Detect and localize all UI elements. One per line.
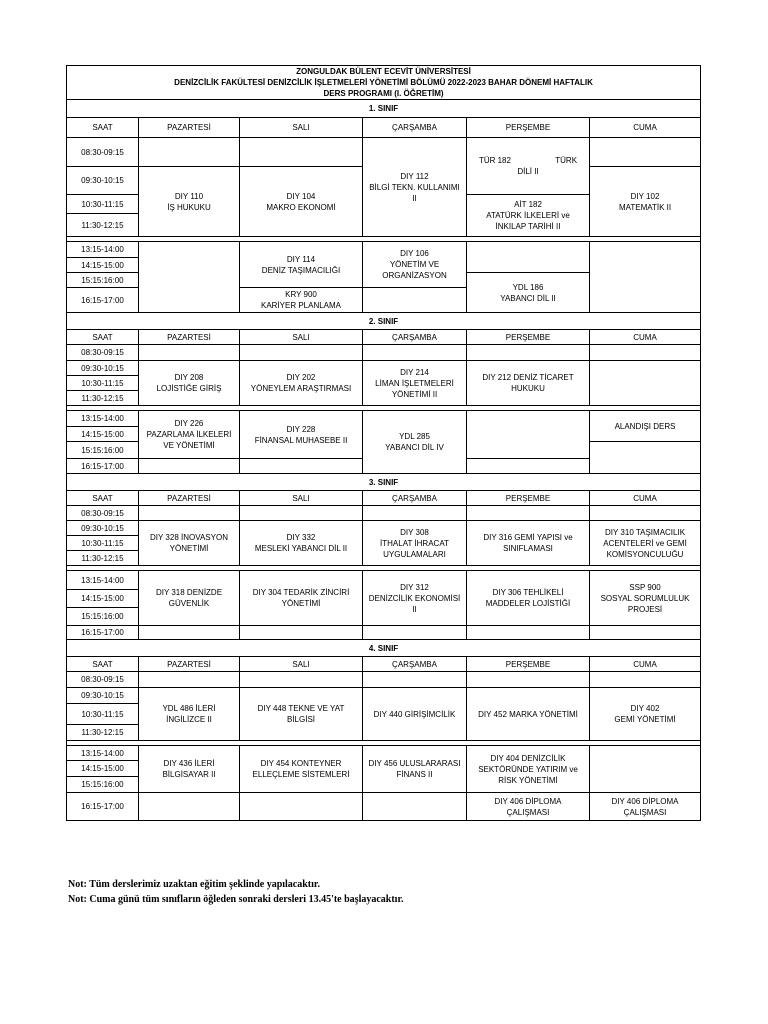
course-name: ÇALIŞMASI xyxy=(623,807,667,817)
course-name: VE YÖNETİMİ xyxy=(163,441,215,450)
course-cell xyxy=(363,411,467,474)
schedule-sheet xyxy=(66,65,700,861)
empty-cell xyxy=(139,242,240,313)
time-slot: 11:30-12:15 xyxy=(67,214,139,237)
header-saat: SAAT xyxy=(67,657,139,672)
header-cuma: CUMA xyxy=(590,657,701,672)
course-cell xyxy=(240,167,363,237)
course-name: DİLİ II xyxy=(517,167,539,176)
course-name: UYGULAMALARI xyxy=(383,549,446,559)
course-code: DIY 328 İNOVASYON xyxy=(150,533,228,542)
course-code: DIY 452 MARKA YÖNETİMİ xyxy=(478,709,578,719)
course-code: DIY 212 DENİZ TİCARET xyxy=(482,373,574,382)
course-cell xyxy=(240,571,363,626)
empty-cell xyxy=(363,345,467,361)
course-code: DIY 310 TAŞIMACILIK xyxy=(605,527,686,537)
course-code: DIY 106 xyxy=(400,249,429,258)
course-code: YDL 486 İLERİ xyxy=(162,704,216,713)
course-name: KARİYER PLANLAMA xyxy=(260,301,342,310)
time-slot: 08:30-09:15 xyxy=(67,345,139,361)
time-slot: 16:15-17:00 xyxy=(67,288,139,313)
course-code: DIY 102 xyxy=(630,191,660,201)
header-cuma: CUMA xyxy=(590,118,701,138)
header-saat: SAAT xyxy=(67,118,139,138)
empty-cell xyxy=(467,506,590,521)
course-name: BİLGİ TEKN. KULLANIMI xyxy=(369,182,460,192)
time-slot: 09:30-10:15 xyxy=(67,688,139,704)
year-2-heading: 2. SINIF xyxy=(67,313,701,330)
time-slot: 13:15-14:00 xyxy=(67,571,139,590)
course-name: YÖNETİMİ II xyxy=(391,389,438,399)
course-code: DIY 214 xyxy=(400,367,429,377)
course-name: SEKTÖRÜNDE YATIRIM ve xyxy=(478,764,578,774)
empty-cell xyxy=(590,361,701,406)
course-cell xyxy=(139,521,240,566)
course-code: DIY 318 DENİZDE xyxy=(155,588,223,597)
course-cell xyxy=(363,746,467,793)
header-persembe: PERŞEMBE xyxy=(467,657,590,672)
course-code: TÜR 182 TÜRK xyxy=(478,156,578,165)
time-slot: 08:30-09:15 xyxy=(67,672,139,688)
time-slot: 14:15-15:00 xyxy=(67,427,139,442)
course-name: YÖNEYLEM ARAŞTIRMASI xyxy=(250,384,352,393)
course-name: DENİZCİLİK EKONOMİSİ xyxy=(368,593,461,603)
course-cell xyxy=(467,273,590,313)
notes xyxy=(68,877,708,907)
empty-cell xyxy=(240,138,363,167)
title-line-3: DERS PROGRAMI (I. ÖĞRETİM) xyxy=(323,89,444,98)
header-pazartesi: PAZARTESİ xyxy=(139,118,240,138)
time-slot: 08:30-09:15 xyxy=(67,506,139,521)
course-name: FİNANS II xyxy=(396,770,433,779)
course-code: DIY 202 xyxy=(286,373,316,382)
course-code: ALANDIŞI DERS xyxy=(614,421,676,431)
time-slot: 15:15:16:00 xyxy=(67,777,139,793)
course-code: YDL 186 xyxy=(512,282,544,292)
header-cuma: CUMA xyxy=(590,330,701,345)
time-slot: 11:30-12:15 xyxy=(67,551,139,566)
course-cell xyxy=(590,793,701,821)
course-name: DENİZ TAŞIMACILIĞI xyxy=(261,265,341,275)
course-cell xyxy=(363,361,467,406)
empty-cell xyxy=(590,626,701,640)
time-slot: 10:30-11:15 xyxy=(67,376,139,391)
empty-cell xyxy=(240,506,363,521)
time-slot: 09:30-10:15 xyxy=(67,361,139,376)
course-cell xyxy=(240,361,363,406)
time-slot: 16:15-17:00 xyxy=(67,793,139,821)
course-name: İNGİLİZCE II xyxy=(166,715,212,724)
course-cell xyxy=(240,521,363,566)
course-name: BİLGİSAYAR II xyxy=(162,770,216,779)
course-name: PAZARLAMA İLKELERİ xyxy=(146,430,232,439)
course-cell xyxy=(139,361,240,406)
time-slot: 08:30-09:15 xyxy=(67,138,139,167)
course-name: GEMİ YÖNETİMİ xyxy=(614,715,676,724)
course-name: LİMAN İŞLETMELERİ xyxy=(375,378,454,388)
course-name: SINIFLAMASI xyxy=(503,544,553,553)
course-code: DIY 402 xyxy=(630,704,660,713)
year-4-heading: 4. SINIF xyxy=(67,640,701,657)
course-cell xyxy=(363,242,467,288)
course-cell xyxy=(139,571,240,626)
course-name: PROJESİ xyxy=(627,604,663,614)
course-code: DIY 448 TEKNE VE YAT xyxy=(257,704,345,713)
course-code: DIY 110 xyxy=(174,191,204,201)
course-name: İNKILAP TARİHİ II xyxy=(495,222,561,231)
course-name: MADDELER LOJİSTİĞİ xyxy=(485,599,571,608)
course-name: LOJİSTİĞE GİRİŞ xyxy=(156,384,222,393)
course-cell xyxy=(363,138,467,237)
time-slot: 10:30-11:15 xyxy=(67,704,139,725)
course-name: BİLGİSİ xyxy=(286,715,315,724)
header-carsamba: ÇARŞAMBA xyxy=(363,491,467,506)
course-cell xyxy=(139,746,240,793)
course-cell xyxy=(467,195,590,237)
course-code: DIY 404 DENİZCİLİK xyxy=(490,753,566,763)
header-carsamba: ÇARŞAMBA xyxy=(363,118,467,138)
empty-cell xyxy=(590,242,701,313)
course-name: FİNANSAL MUHASEBE II xyxy=(254,435,348,445)
course-code: DIY 406 DİPLOMA xyxy=(494,796,562,806)
empty-cell xyxy=(240,345,363,361)
course-code: DIY 104 xyxy=(286,191,316,201)
course-code: DIY 456 ULUSLARARASI xyxy=(368,759,461,768)
empty-cell xyxy=(139,626,240,640)
empty-cell xyxy=(139,345,240,361)
course-name: RİSK YÖNETİMİ xyxy=(498,775,558,785)
empty-cell xyxy=(467,242,590,273)
empty-cell xyxy=(240,793,363,821)
course-code: AİT 182 xyxy=(514,200,542,209)
empty-cell xyxy=(363,626,467,640)
course-code: YDL 285 xyxy=(399,432,430,441)
time-slot: 13:15-14:00 xyxy=(67,746,139,761)
empty-cell xyxy=(363,672,467,688)
course-cell xyxy=(240,411,363,459)
empty-cell xyxy=(363,506,467,521)
schedule-table xyxy=(66,65,701,821)
empty-cell xyxy=(590,345,701,361)
course-name: YÖNETİMİ xyxy=(281,599,321,608)
header-carsamba: ÇARŞAMBA xyxy=(363,330,467,345)
course-cell xyxy=(590,521,701,566)
header-persembe: PERŞEMBE xyxy=(467,118,590,138)
course-name: YABANCI DİL IV xyxy=(385,443,444,452)
course-name: İŞ HUKUKU xyxy=(167,202,211,212)
course-code: SSP 900 xyxy=(629,582,661,592)
time-slot: 16:15-17:00 xyxy=(67,459,139,474)
course-cell xyxy=(590,411,701,442)
header-pazartesi: PAZARTESİ xyxy=(139,330,240,345)
header-saat: SAAT xyxy=(67,330,139,345)
header-sali: SALI xyxy=(240,657,363,672)
empty-cell xyxy=(139,138,240,167)
course-cell xyxy=(139,167,240,237)
course-code: DIY 316 GEMİ YAPISI ve xyxy=(483,533,573,542)
empty-cell xyxy=(590,138,701,167)
time-slot: 15:15:16:00 xyxy=(67,442,139,459)
empty-cell xyxy=(467,411,590,459)
course-name: GÜVENLİK xyxy=(168,599,210,608)
course-cell xyxy=(590,688,701,741)
course-name: SOSYAL SORUMLULUK xyxy=(600,593,690,603)
course-cell xyxy=(590,571,701,626)
course-name: YÖNETİM VE xyxy=(389,260,440,269)
header-sali: SALI xyxy=(240,491,363,506)
time-slot: 11:30-12:15 xyxy=(67,725,139,741)
time-slot: 09:30-10:15 xyxy=(67,167,139,195)
course-cell xyxy=(139,411,240,459)
course-cell xyxy=(467,571,590,626)
empty-cell xyxy=(363,288,467,313)
empty-cell xyxy=(139,506,240,521)
course-cell xyxy=(467,746,590,793)
course-code: DIY 228 xyxy=(286,424,316,434)
time-slot: 11:30-12:15 xyxy=(67,391,139,406)
course-cell xyxy=(590,167,701,237)
course-name: MAKRO EKONOMİ xyxy=(266,202,336,212)
course-cell xyxy=(363,521,467,566)
header-pazartesi: PAZARTESİ xyxy=(139,657,240,672)
empty-cell xyxy=(590,442,701,474)
course-cell xyxy=(467,361,590,406)
course-code: DIY 332 xyxy=(286,533,316,542)
course-code: DIY 436 İLERİ xyxy=(163,759,215,768)
empty-cell xyxy=(467,626,590,640)
course-cell xyxy=(467,688,590,741)
time-slot: 14:15-15:00 xyxy=(67,590,139,608)
course-name: KOMİSYONCULUĞU xyxy=(606,549,684,559)
empty-cell xyxy=(139,459,240,474)
header-sali: SALI xyxy=(240,330,363,345)
note-remote-education: Not: Tüm derslerimiz uzaktan eğitim şeklinde yapılacaktır. xyxy=(68,879,320,890)
course-code: DIY 226 xyxy=(174,419,204,428)
course-name: ATATÜRK İLKELERİ ve xyxy=(486,211,570,220)
course-code: DIY 440 GİRİŞİMCİLİK xyxy=(373,709,456,719)
course-code: DIY 312 xyxy=(400,582,429,592)
time-slot: 09:30-10:15 xyxy=(67,521,139,536)
header-sali: SALI xyxy=(240,118,363,138)
course-name: MESLEKİ YABANCI DİL II xyxy=(254,544,348,553)
course-code: DIY 304 TEDARİK ZİNCİRİ xyxy=(252,588,350,597)
course-name: İTHALAT İHRACAT xyxy=(380,538,449,548)
course-code: DIY 208 xyxy=(174,373,204,382)
note-friday-start: Not: Cuma günü tüm sınıfların öğleden sonraki dersleri 13.45'te başlayacaktır. xyxy=(68,894,404,905)
course-name: ELLEÇLEME SİSTEMLERİ xyxy=(252,770,350,779)
empty-cell xyxy=(590,672,701,688)
header-carsamba: ÇARŞAMBA xyxy=(363,657,467,672)
year-1-heading: 1. SINIF xyxy=(67,100,701,118)
course-cell xyxy=(363,688,467,741)
course-name: MATEMATİK II xyxy=(618,202,672,212)
course-name: ORGANİZASYON xyxy=(382,271,447,280)
course-code: DIY 114 xyxy=(286,254,316,264)
empty-cell xyxy=(467,345,590,361)
header-persembe: PERŞEMBE xyxy=(467,491,590,506)
time-slot: 13:15-14:00 xyxy=(67,242,139,258)
course-cell xyxy=(240,688,363,741)
page-title xyxy=(67,66,701,100)
time-slot: 14:15-15:00 xyxy=(67,761,139,777)
empty-cell xyxy=(590,506,701,521)
empty-cell xyxy=(467,672,590,688)
header-persembe: PERŞEMBE xyxy=(467,330,590,345)
course-code: DIY 306 TEHLİKELİ xyxy=(492,588,564,597)
header-cuma: CUMA xyxy=(590,491,701,506)
time-slot: 14:15-15:00 xyxy=(67,258,139,273)
course-name: YÖNETİMİ xyxy=(169,544,209,553)
course-code: DIY 308 xyxy=(400,527,429,537)
time-slot: 10:30-11:15 xyxy=(67,536,139,551)
course-name: HUKUKU xyxy=(511,384,545,393)
course-code: KRY 900 xyxy=(285,290,317,299)
header-saat: SAAT xyxy=(67,491,139,506)
course-code: DIY 454 KONTEYNER xyxy=(260,759,342,768)
course-name: ACENTELERİ ve GEMİ xyxy=(603,538,687,548)
course-code: DIY 112 xyxy=(400,171,429,181)
course-name: II xyxy=(412,604,417,614)
title-line-2: DENİZCİLİK FAKÜLTESİ DENİZCİLİK İŞLETMELERİ YÖNETİMİ BÖLÜMÜ 2022-2023 BAHAR DÖNEMİ HAFTALIK xyxy=(174,78,593,87)
empty-cell xyxy=(467,459,590,474)
course-name: ÇALIŞMASI xyxy=(506,807,550,817)
time-slot: 13:15-14:00 xyxy=(67,411,139,427)
course-cell xyxy=(240,242,363,288)
course-cell xyxy=(467,138,590,195)
empty-cell xyxy=(590,746,701,793)
empty-cell xyxy=(240,459,363,474)
time-slot: 15:15:16:00 xyxy=(67,273,139,288)
empty-cell xyxy=(240,672,363,688)
empty-cell xyxy=(240,626,363,640)
course-name: II xyxy=(412,193,417,203)
course-code: DIY 406 DİPLOMA xyxy=(611,796,679,806)
course-cell xyxy=(240,746,363,793)
header-pazartesi: PAZARTESİ xyxy=(139,491,240,506)
course-cell xyxy=(467,521,590,566)
empty-cell xyxy=(139,793,240,821)
title-line-1: ZONGULDAK BÜLENT ECEVİT ÜNİVERSİTESİ xyxy=(296,67,471,76)
empty-cell xyxy=(139,672,240,688)
time-slot: 16:15-17:00 xyxy=(67,626,139,640)
course-cell xyxy=(139,688,240,741)
time-slot: 15:15:16:00 xyxy=(67,608,139,626)
course-cell xyxy=(240,288,363,313)
year-3-heading: 3. SINIF xyxy=(67,474,701,491)
time-slot: 10:30-11:15 xyxy=(67,195,139,214)
course-cell xyxy=(467,793,590,821)
empty-cell xyxy=(363,793,467,821)
course-cell xyxy=(363,571,467,626)
course-name: YABANCI DİL II xyxy=(500,293,556,303)
